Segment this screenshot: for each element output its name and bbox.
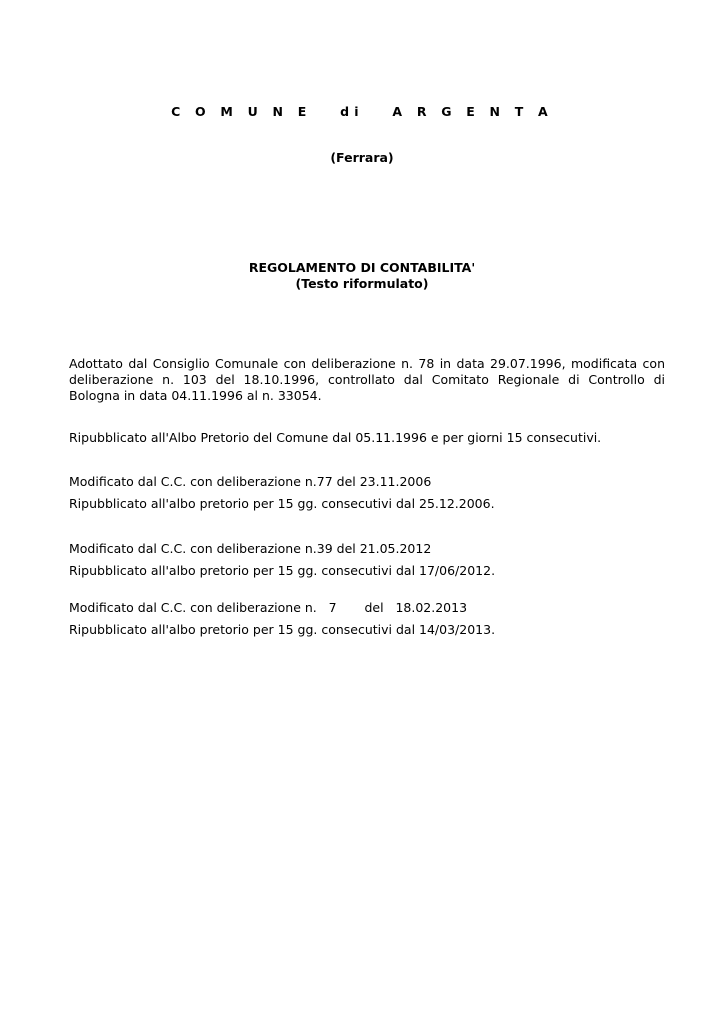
- modification-3: Modificato dal C.C. con deliberazione n. 7 del 18.02.2013: [69, 600, 468, 615]
- provincia-heading: (Ferrara): [330, 150, 394, 165]
- document-subtitle: (Testo riformulato): [295, 276, 429, 291]
- document-title: REGOLAMENTO DI CONTABILITA': [248, 260, 476, 275]
- republication-3: Ripubblicato all'albo pretorio per 15 gg. consecutivi dal 14/03/2013.: [69, 622, 496, 637]
- republication-1: Ripubblicato all'albo pretorio per 15 gg. consecutivi dal 25.12.2006.: [69, 496, 495, 511]
- publication-paragraph: Ripubblicato all'Albo Pretorio del Comune dal 05.11.1996 e per giorni 15 consecutivi.: [69, 430, 602, 445]
- modification-2: Modificato dal C.C. con deliberazione n.39 del 21.05.2012: [69, 541, 432, 556]
- republication-2: Ripubblicato all'albo pretorio per 15 gg. consecutivi dal 17/06/2012.: [69, 563, 496, 578]
- adoption-paragraph: Adottato dal Consiglio Comunale con deliberazione n. 78 in data 29.07.1996, modificata con deliberazione n. 103 del 18.10.1996, controllato dal Comitato Regionale di Controllo di Bologna in data 04.11.1996 al n. 33054.: [69, 356, 665, 403]
- comune-heading: C O M U N E di A R G E N T A: [171, 104, 553, 119]
- modification-1: Modificato dal C.C. con deliberazione n.77 del 23.11.2006: [69, 474, 432, 489]
